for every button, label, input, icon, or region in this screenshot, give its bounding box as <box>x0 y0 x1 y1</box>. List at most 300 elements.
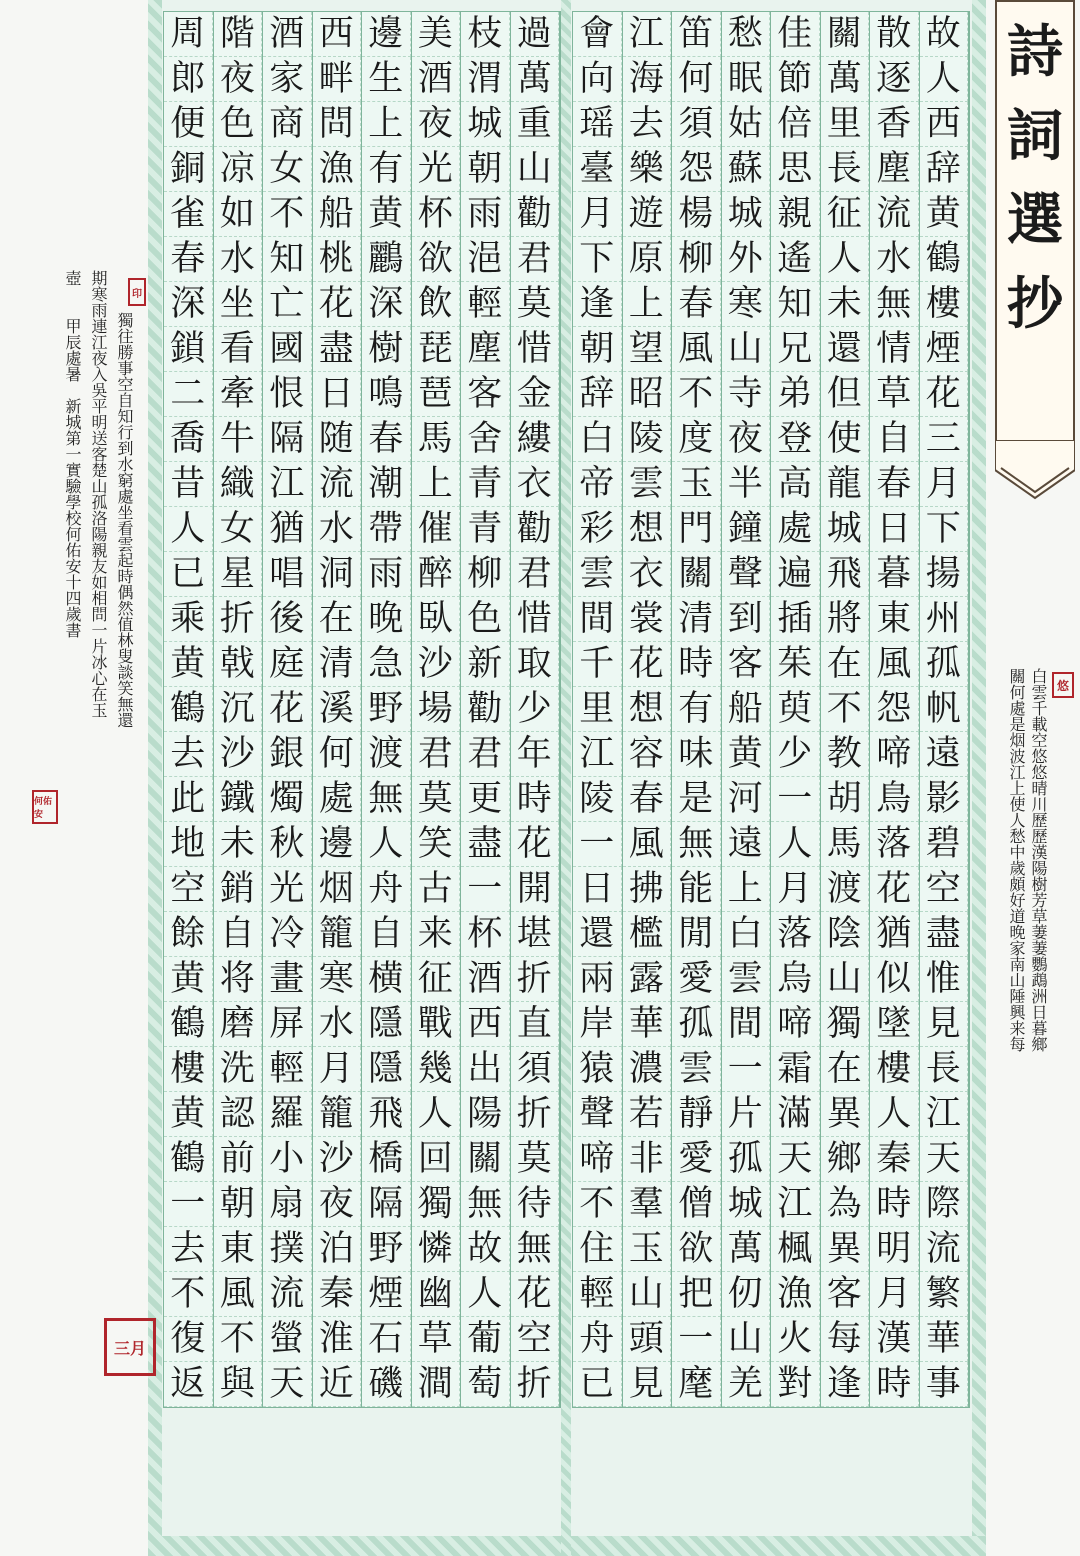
character-cell: 客 <box>722 642 771 687</box>
character-cell: 陽 <box>461 1092 510 1137</box>
character-cell: 非 <box>623 1137 672 1182</box>
character-cell: 際 <box>920 1182 969 1227</box>
character-cell: 思 <box>771 147 820 192</box>
character-cell: 須 <box>511 1047 560 1092</box>
character-cell: 對 <box>771 1362 820 1407</box>
character-cell: 流 <box>263 1272 312 1317</box>
text-column <box>722 12 772 1407</box>
character-cell: 猶 <box>870 912 919 957</box>
character-cell: 去 <box>164 732 213 777</box>
character-cell: 是 <box>672 777 721 822</box>
character-cell: 一 <box>573 822 622 867</box>
character-cell: 花 <box>870 867 919 912</box>
text-column <box>821 12 871 1407</box>
character-cell: 節 <box>771 57 820 102</box>
character-cell: 春 <box>362 417 411 462</box>
left-name-seal: 何佑安 <box>32 790 58 824</box>
text-column <box>672 12 722 1407</box>
character-cell: 鳴 <box>362 372 411 417</box>
character-cell: 下 <box>573 237 622 282</box>
character-cell: 千 <box>573 642 622 687</box>
character-cell: 征 <box>821 192 870 237</box>
character-cell: 唱 <box>263 552 312 597</box>
character-cell: 不 <box>821 687 870 732</box>
character-cell: 水 <box>214 237 263 282</box>
character-cell: 天 <box>920 1137 969 1182</box>
character-cell: 江 <box>263 462 312 507</box>
character-cell: 縷 <box>511 417 560 462</box>
character-cell: 沉 <box>214 687 263 732</box>
character-cell: 上 <box>362 102 411 147</box>
character-cell: 餘 <box>164 912 213 957</box>
character-cell: 使 <box>821 417 870 462</box>
character-cell: 鶴 <box>920 237 969 282</box>
text-column <box>573 12 623 1407</box>
character-cell: 城 <box>821 507 870 552</box>
character-cell: 秦 <box>870 1137 919 1182</box>
character-cell: 人 <box>870 1092 919 1137</box>
character-cell: 寺 <box>722 372 771 417</box>
character-cell: 沙 <box>313 1137 362 1182</box>
character-cell: 色 <box>214 102 263 147</box>
character-cell: 漁 <box>771 1272 820 1317</box>
character-cell: 籠 <box>313 912 362 957</box>
character-cell: 春 <box>672 282 721 327</box>
character-cell: 郎 <box>164 57 213 102</box>
character-cell: 待 <box>511 1182 560 1227</box>
character-cell: 兄 <box>771 327 820 372</box>
character-cell: 夜 <box>722 417 771 462</box>
character-cell: 故 <box>461 1227 510 1272</box>
right-inscription-line-2: 關何處是烟波江上使人愁中歲頗好道晚家南山陲興来每 <box>1007 668 1026 1052</box>
character-cell: 日 <box>573 867 622 912</box>
character-cell: 半 <box>722 462 771 507</box>
character-cell: 花 <box>920 372 969 417</box>
character-cell: 渡 <box>821 867 870 912</box>
character-cell: 山 <box>821 957 870 1002</box>
character-cell: 能 <box>672 867 721 912</box>
character-cell: 何 <box>313 732 362 777</box>
character-cell: 城 <box>722 1182 771 1227</box>
title-char: 詞 <box>1007 103 1063 169</box>
character-cell: 寒 <box>722 282 771 327</box>
character-cell: 不 <box>573 1182 622 1227</box>
character-cell: 味 <box>672 732 721 777</box>
character-cell: 人 <box>821 237 870 282</box>
character-cell: 事 <box>920 1362 969 1407</box>
character-cell: 惟 <box>920 957 969 1002</box>
character-cell: 樂 <box>623 147 672 192</box>
character-cell: 愛 <box>672 1137 721 1182</box>
character-cell: 流 <box>920 1227 969 1272</box>
text-column <box>263 12 313 1407</box>
character-cell: 琶 <box>412 372 461 417</box>
character-cell: 在 <box>821 642 870 687</box>
character-cell: 随 <box>313 417 362 462</box>
character-cell: 仞 <box>722 1272 771 1317</box>
character-cell: 愛 <box>672 957 721 1002</box>
character-cell: 星 <box>214 552 263 597</box>
character-cell: 萄 <box>461 1362 510 1407</box>
character-cell: 日 <box>313 372 362 417</box>
character-cell: 美 <box>412 12 461 57</box>
character-cell: 桃 <box>313 237 362 282</box>
character-cell: 金 <box>511 372 560 417</box>
character-cell: 取 <box>511 642 560 687</box>
character-cell: 過 <box>511 12 560 57</box>
character-cell: 胡 <box>821 777 870 822</box>
character-cell: 上 <box>623 282 672 327</box>
character-cell: 地 <box>164 822 213 867</box>
character-cell: 勸 <box>511 192 560 237</box>
text-column <box>164 12 214 1407</box>
character-cell: 見 <box>920 1002 969 1047</box>
character-cell: 黄 <box>722 732 771 777</box>
character-cell: 笛 <box>672 12 721 57</box>
character-cell: 莫 <box>511 282 560 327</box>
character-cell: 去 <box>623 102 672 147</box>
character-cell: 白 <box>722 912 771 957</box>
character-cell: 啼 <box>771 1002 820 1047</box>
character-cell: 惜 <box>511 327 560 372</box>
character-cell: 船 <box>313 192 362 237</box>
character-cell: 乘 <box>164 597 213 642</box>
character-cell: 周 <box>164 12 213 57</box>
character-cell: 羣 <box>623 1182 672 1227</box>
character-cell: 沙 <box>412 642 461 687</box>
character-cell: 晚 <box>362 597 411 642</box>
text-column <box>313 12 363 1407</box>
character-cell: 琵 <box>412 327 461 372</box>
character-cell: 落 <box>870 822 919 867</box>
character-cell: 飛 <box>821 552 870 597</box>
character-cell: 江 <box>920 1092 969 1137</box>
character-cell: 返 <box>164 1362 213 1407</box>
character-cell: 折 <box>214 597 263 642</box>
character-cell: 山 <box>722 327 771 372</box>
character-cell: 隔 <box>362 1182 411 1227</box>
character-cell: 何 <box>672 57 721 102</box>
character-cell: 黄 <box>164 642 213 687</box>
character-cell: 玉 <box>623 1227 672 1272</box>
character-cell: 在 <box>313 597 362 642</box>
character-cell: 將 <box>821 597 870 642</box>
character-cell: 深 <box>362 282 411 327</box>
character-cell: 直 <box>511 1002 560 1047</box>
character-cell: 西 <box>313 12 362 57</box>
character-cell: 喬 <box>164 417 213 462</box>
character-cell: 弟 <box>771 372 820 417</box>
character-cell: 落 <box>771 912 820 957</box>
character-cell: 柳 <box>461 552 510 597</box>
character-cell: 夜 <box>313 1182 362 1227</box>
character-cell: 州 <box>920 597 969 642</box>
character-cell: 石 <box>362 1317 411 1362</box>
character-cell: 朝 <box>573 327 622 372</box>
character-cell: 草 <box>870 372 919 417</box>
character-cell: 籠 <box>313 1092 362 1137</box>
character-cell: 二 <box>164 372 213 417</box>
character-cell: 自 <box>362 912 411 957</box>
character-cell: 女 <box>214 507 263 552</box>
character-cell: 想 <box>623 507 672 552</box>
character-cell: 帆 <box>920 687 969 732</box>
character-cell: 空 <box>511 1317 560 1362</box>
character-cell: 家 <box>263 57 312 102</box>
character-cell: 無 <box>461 1182 510 1227</box>
character-cell: 墜 <box>870 1002 919 1047</box>
character-cell: 不 <box>214 1317 263 1362</box>
character-cell: 亡 <box>263 282 312 327</box>
character-cell: 自 <box>870 417 919 462</box>
character-cell: 無 <box>362 777 411 822</box>
character-cell: 問 <box>313 102 362 147</box>
character-cell: 流 <box>313 462 362 507</box>
character-cell: 人 <box>461 1272 510 1317</box>
character-cell: 龍 <box>821 462 870 507</box>
character-cell: 黄 <box>920 192 969 237</box>
character-cell: 遙 <box>771 237 820 282</box>
character-cell: 陵 <box>623 417 672 462</box>
character-cell: 楓 <box>771 1227 820 1272</box>
character-cell: 啼 <box>573 1137 622 1182</box>
character-cell: 舍 <box>461 417 510 462</box>
character-cell: 醉 <box>412 552 461 597</box>
character-cell: 到 <box>722 597 771 642</box>
character-cell: 螢 <box>263 1317 312 1362</box>
character-cell: 拂 <box>623 867 672 912</box>
paper-border-center <box>561 0 571 1556</box>
character-cell: 雲 <box>672 1047 721 1092</box>
character-cell: 鶴 <box>164 687 213 732</box>
left-bottom-seal: 三月 <box>104 1318 156 1376</box>
character-cell: 雲 <box>623 462 672 507</box>
character-cell: 已 <box>573 1362 622 1407</box>
title-char: 選 <box>1007 187 1063 253</box>
character-cell: 山 <box>722 1317 771 1362</box>
character-cell: 香 <box>870 102 919 147</box>
character-cell: 容 <box>623 732 672 777</box>
character-cell: 白 <box>573 417 622 462</box>
character-cell: 人 <box>362 822 411 867</box>
character-cell: 雨 <box>461 192 510 237</box>
character-cell: 漢 <box>870 1317 919 1362</box>
character-cell: 遍 <box>771 552 820 597</box>
character-cell: 東 <box>214 1227 263 1272</box>
character-cell: 近 <box>313 1362 362 1407</box>
character-cell: 葡 <box>461 1317 510 1362</box>
character-cell: 明 <box>870 1227 919 1272</box>
character-cell: 未 <box>214 822 263 867</box>
character-cell: 獨 <box>821 1002 870 1047</box>
character-cell: 黄 <box>164 1092 213 1137</box>
character-cell: 山 <box>623 1272 672 1317</box>
character-cell: 猿 <box>573 1047 622 1092</box>
character-cell: 夜 <box>412 102 461 147</box>
character-cell: 為 <box>821 1182 870 1227</box>
character-cell: 清 <box>672 597 721 642</box>
character-cell: 出 <box>461 1047 510 1092</box>
character-cell: 異 <box>821 1227 870 1272</box>
character-cell: 河 <box>722 777 771 822</box>
left-inscription-line-1: 獨往勝事空自知行到水窮處坐看雲起時偶然值林叟談笑無還 <box>115 312 134 728</box>
character-cell: 馬 <box>821 822 870 867</box>
left-top-seal: 印 <box>128 278 146 306</box>
character-cell: 岸 <box>573 1002 622 1047</box>
character-cell: 插 <box>771 597 820 642</box>
character-cell: 已 <box>164 552 213 597</box>
character-cell: 酒 <box>412 57 461 102</box>
character-cell: 撲 <box>263 1227 312 1272</box>
character-cell: 洞 <box>313 552 362 597</box>
character-cell: 屏 <box>263 1002 312 1047</box>
character-cell: 繁 <box>920 1272 969 1317</box>
character-cell: 前 <box>214 1137 263 1182</box>
character-cell: 天 <box>263 1362 312 1407</box>
character-cell: 臺 <box>573 147 622 192</box>
character-cell: 月 <box>313 1047 362 1092</box>
character-cell: 春 <box>164 237 213 282</box>
character-cell: 怨 <box>870 687 919 732</box>
character-cell: 靜 <box>672 1092 721 1137</box>
character-cell: 有 <box>672 687 721 732</box>
character-cell: 三 <box>920 417 969 462</box>
character-cell: 羌 <box>722 1362 771 1407</box>
character-cell: 磨 <box>214 1002 263 1047</box>
character-cell: 鶴 <box>164 1137 213 1182</box>
character-cell: 後 <box>263 597 312 642</box>
character-cell: 猶 <box>263 507 312 552</box>
character-cell: 凉 <box>214 147 263 192</box>
character-cell: 向 <box>573 57 622 102</box>
character-cell: 将 <box>214 957 263 1002</box>
character-cell: 時 <box>511 777 560 822</box>
title-text <box>995 10 1075 346</box>
character-cell: 華 <box>920 1317 969 1362</box>
character-cell: 鐘 <box>722 507 771 552</box>
character-cell: 莫 <box>412 777 461 822</box>
character-cell: 時 <box>870 1182 919 1227</box>
character-cell: 空 <box>920 867 969 912</box>
character-cell: 但 <box>821 372 870 417</box>
character-cell: 下 <box>920 507 969 552</box>
character-cell: 東 <box>870 597 919 642</box>
character-cell: 茱 <box>771 642 820 687</box>
character-cell: 鸝 <box>362 237 411 282</box>
character-cell: 橋 <box>362 1137 411 1182</box>
character-cell: 秋 <box>263 822 312 867</box>
character-cell: 杯 <box>412 192 461 237</box>
character-cell: 楊 <box>672 192 721 237</box>
character-cell: 淮 <box>313 1317 362 1362</box>
character-cell: 玉 <box>672 462 721 507</box>
character-cell: 更 <box>461 777 510 822</box>
character-cell: 異 <box>821 1092 870 1137</box>
character-cell: 燭 <box>263 777 312 822</box>
character-cell: 人 <box>412 1092 461 1137</box>
character-cell: 沙 <box>214 732 263 777</box>
character-cell: 一 <box>461 867 510 912</box>
character-cell: 階 <box>214 12 263 57</box>
character-cell: 枝 <box>461 12 510 57</box>
title-panel <box>995 0 1075 500</box>
character-cell: 飛 <box>362 1092 411 1137</box>
character-cell: 笑 <box>412 822 461 867</box>
character-cell: 浥 <box>461 237 510 282</box>
title-chevron <box>995 440 1075 500</box>
character-cell: 聲 <box>573 1092 622 1137</box>
character-cell: 烟 <box>313 867 362 912</box>
text-column <box>461 12 511 1407</box>
character-cell: 還 <box>821 327 870 372</box>
character-cell: 戟 <box>214 642 263 687</box>
right-top-seal: 悠 <box>1052 672 1074 698</box>
character-cell: 雀 <box>164 192 213 237</box>
character-cell: 欲 <box>412 237 461 282</box>
character-cell: 萬 <box>722 1227 771 1272</box>
character-cell: 散 <box>870 12 919 57</box>
character-cell: 光 <box>412 147 461 192</box>
character-cell: 辞 <box>920 147 969 192</box>
character-cell: 人 <box>920 57 969 102</box>
character-cell: 年 <box>511 732 560 777</box>
character-cell: 僧 <box>672 1182 721 1227</box>
character-cell: 飲 <box>412 282 461 327</box>
character-cell: 眠 <box>722 57 771 102</box>
character-cell: 隱 <box>362 1047 411 1092</box>
character-cell: 上 <box>722 867 771 912</box>
character-cell: 牛 <box>214 417 263 462</box>
character-cell: 横 <box>362 957 411 1002</box>
character-cell: 海 <box>623 57 672 102</box>
character-cell: 里 <box>573 687 622 732</box>
character-cell: 塵 <box>870 147 919 192</box>
character-cell: 不 <box>672 372 721 417</box>
character-cell: 萬 <box>821 57 870 102</box>
character-cell: 風 <box>870 642 919 687</box>
character-cell: 把 <box>672 1272 721 1317</box>
character-cell: 重 <box>511 102 560 147</box>
character-cell: 欲 <box>672 1227 721 1272</box>
text-column <box>920 12 970 1407</box>
character-cell: 須 <box>672 102 721 147</box>
character-cell: 蘇 <box>722 147 771 192</box>
character-cell: 輕 <box>573 1272 622 1317</box>
character-cell: 樹 <box>362 327 411 372</box>
character-cell: 夜 <box>214 57 263 102</box>
character-cell: 隔 <box>263 417 312 462</box>
character-cell: 野 <box>362 687 411 732</box>
character-cell: 少 <box>771 732 820 777</box>
character-cell: 火 <box>771 1317 820 1362</box>
character-cell: 愁 <box>722 12 771 57</box>
character-cell: 住 <box>573 1227 622 1272</box>
character-cell: 洗 <box>214 1047 263 1092</box>
character-cell: 草 <box>412 1317 461 1362</box>
character-cell: 關 <box>461 1137 510 1182</box>
character-cell: 惜 <box>511 597 560 642</box>
character-cell: 坐 <box>214 282 263 327</box>
character-cell: 日 <box>870 507 919 552</box>
character-cell: 望 <box>623 327 672 372</box>
character-cell: 一 <box>722 1047 771 1092</box>
character-cell: 遊 <box>623 192 672 237</box>
left-page-grid <box>164 12 560 1407</box>
character-cell: 幾 <box>412 1047 461 1092</box>
character-cell: 舟 <box>573 1317 622 1362</box>
character-cell: 若 <box>623 1092 672 1137</box>
character-cell: 衣 <box>511 462 560 507</box>
